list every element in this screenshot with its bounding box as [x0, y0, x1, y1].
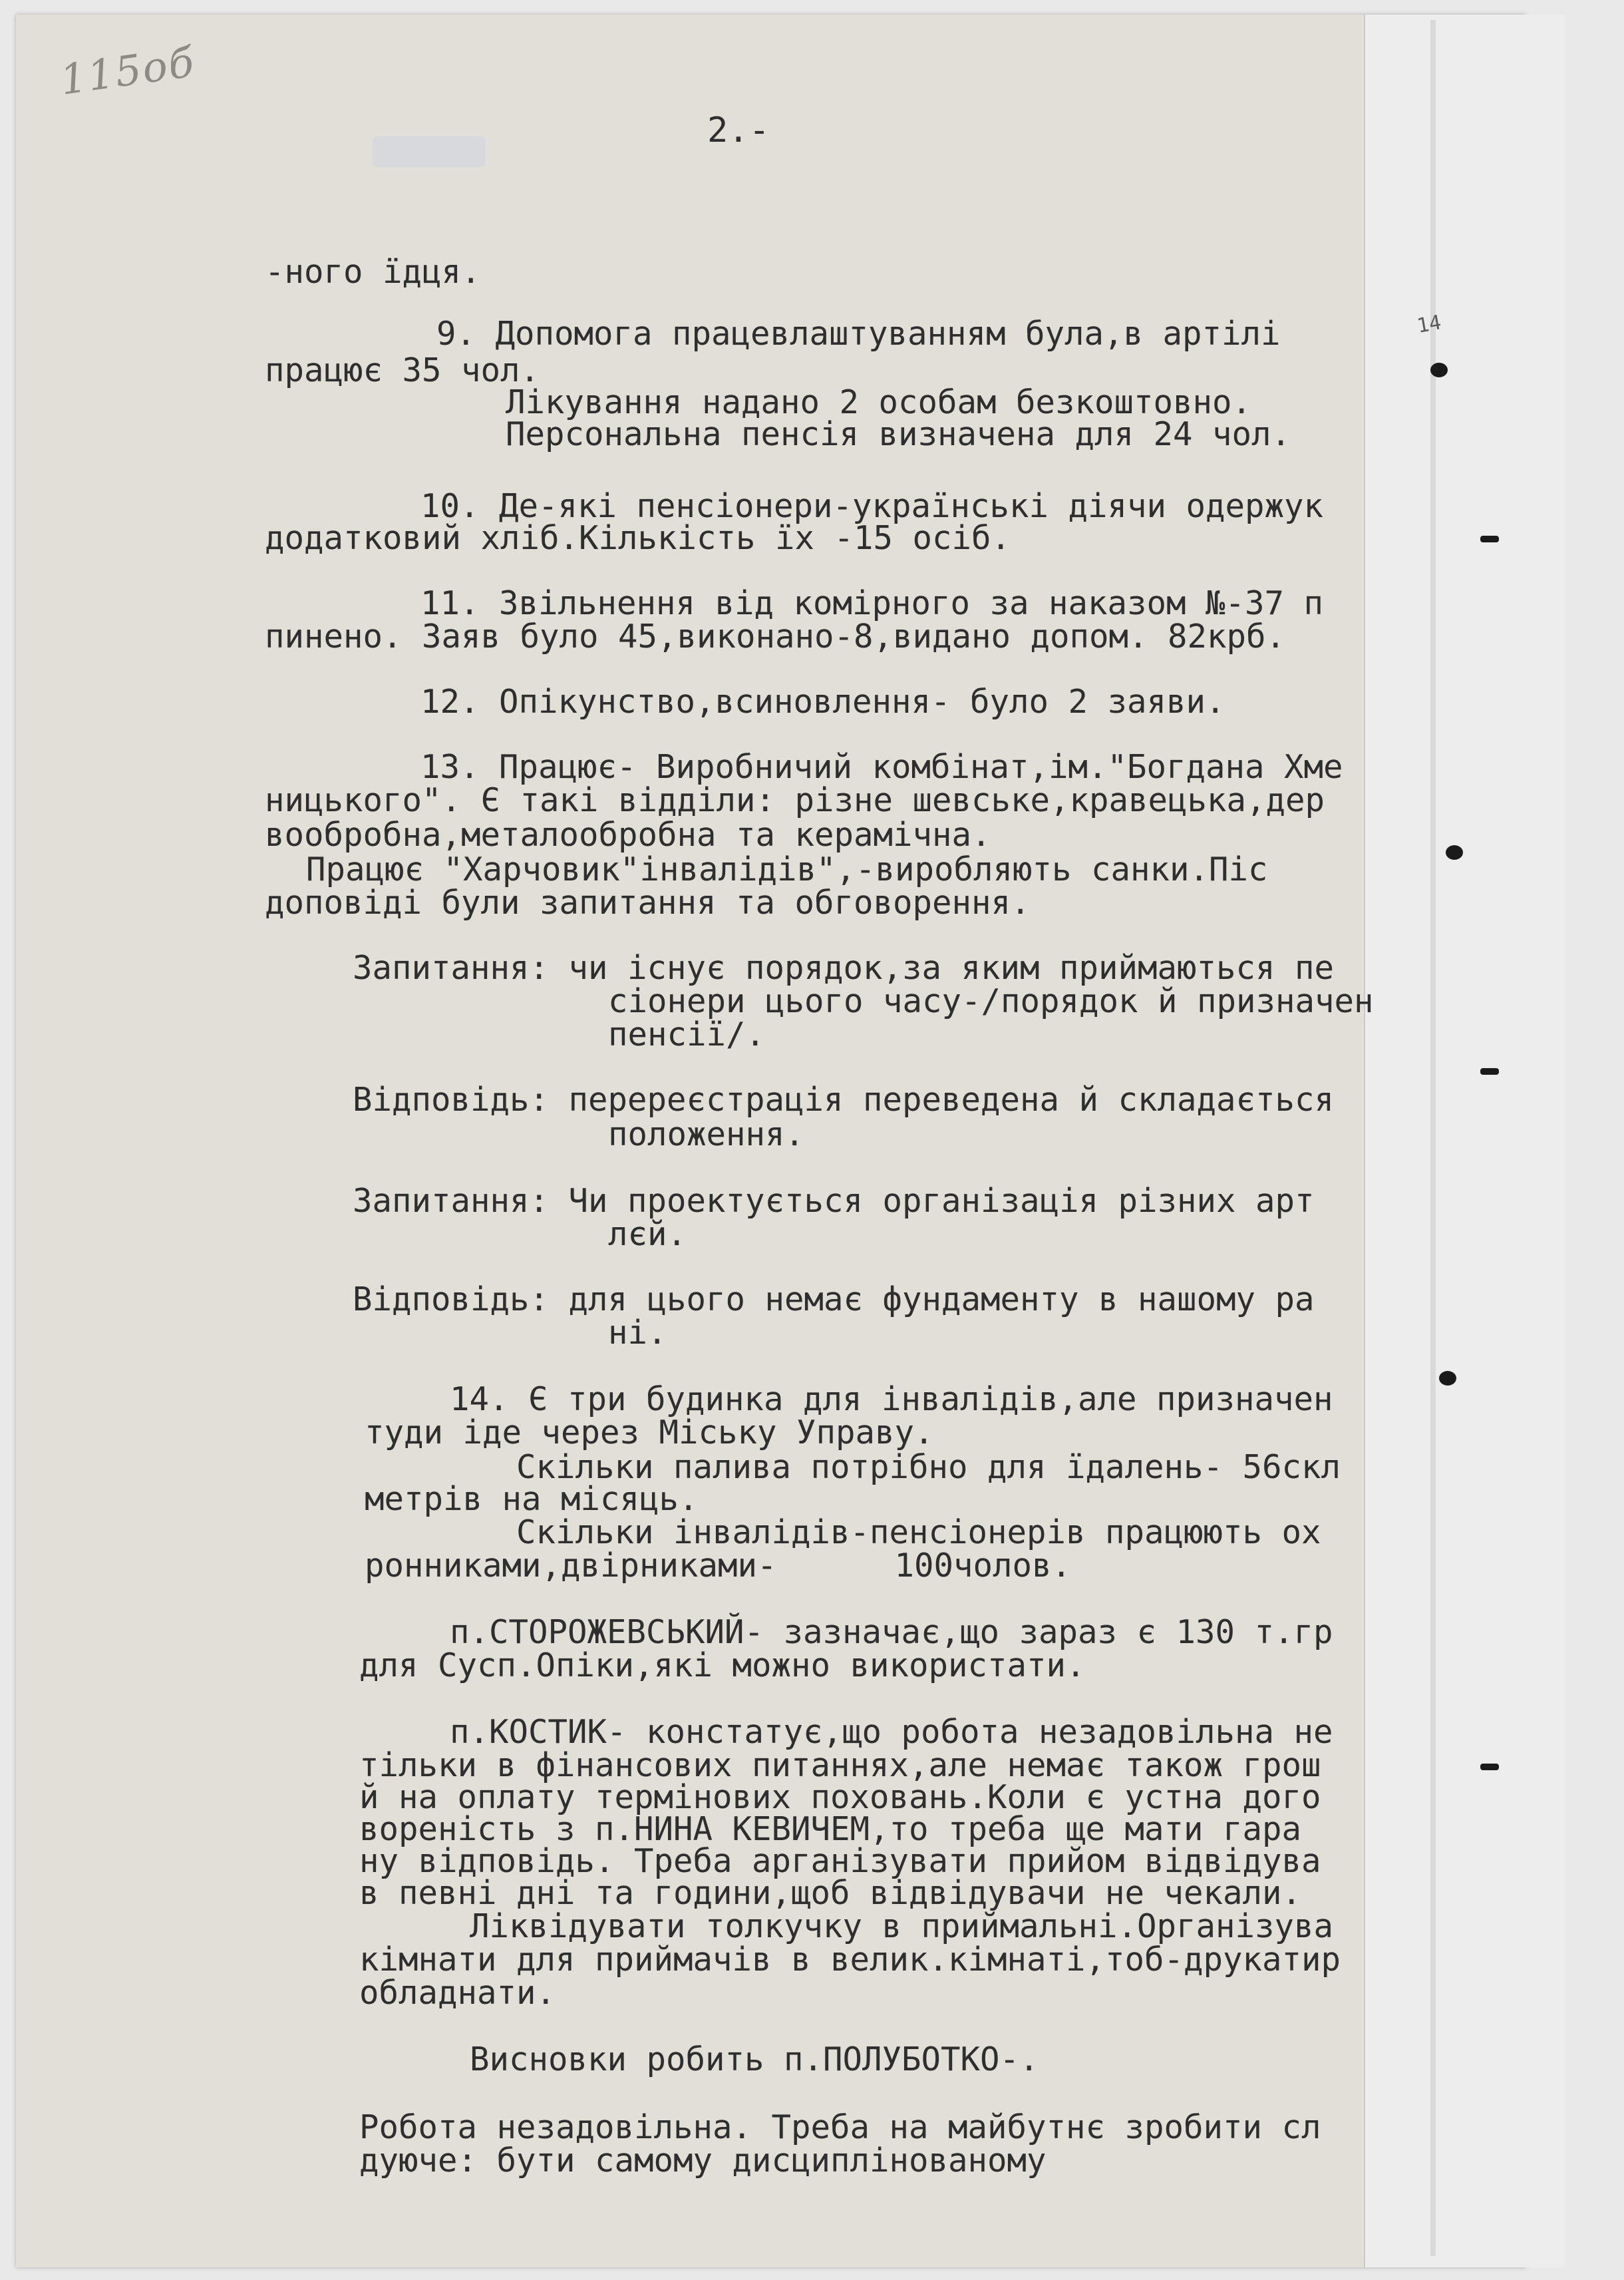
text-line: Ліквідувати толкучку в приймальні.Організува — [470, 1907, 1334, 1945]
text-line: 13. Працює- Виробничий комбінат,ім."Богдана Хме — [420, 748, 1343, 786]
text-line: й на оплату термінових поховань.Коли є устна дого — [359, 1778, 1321, 1816]
page-number: 2.- — [707, 110, 770, 150]
text-line: Робота незадовільна. Треба на майбутнє зробити сл — [359, 2108, 1321, 2146]
text-line: п.СТОРОЖЕВСЬКИЙ- зазначає,що зараз є 130 т.гр — [450, 1613, 1333, 1651]
text-line: Лікування надано 2 особам безкоштовно. — [506, 383, 1252, 421]
text-line: Висновки робить п.ПОЛУБОТКО-. — [470, 2040, 1039, 2078]
text-line: обладнати. — [359, 1974, 556, 2012]
text-line: метрів на місяць. — [365, 1480, 699, 1518]
text-line: Персональна пенсія визначена для 24 чол. — [506, 415, 1291, 453]
text-line: 12. Опікунство,всиновлення- було 2 заяви. — [420, 683, 1225, 721]
text-line: додатковий хліб.Кількість їх -15 осіб. — [265, 519, 1011, 557]
text-line: дуюче: бути самому дисциплінованому — [359, 2142, 1047, 2180]
folio-number: 115об — [57, 37, 198, 104]
text-line: працює 35 чол. — [265, 351, 540, 389]
text-line: вореність з п.НИНА КЕВИЧЕМ,то треба ще мати гара — [359, 1810, 1302, 1848]
text-line: Скільки інвалідів-пенсіонерів працюють ох — [516, 1513, 1321, 1551]
text-line: лєй. — [608, 1215, 687, 1253]
text-line: кімнати для приймачів в велик.кімнаті,тоб-друкатир — [359, 1941, 1341, 1979]
margin-note: 14 — [1415, 311, 1443, 338]
text-line: тільки в фінансових питаннях,але немає також грош — [359, 1746, 1321, 1784]
text-line: ницького". Є такі відділи: різне шевське,кравецька,дер — [265, 781, 1325, 819]
text-line: пинено. Заяв було 45,виконано-8,видано допом. 82крб. — [265, 618, 1286, 656]
text-line: ну відповідь. Треба арганізувати прийом відвідува — [359, 1842, 1321, 1880]
text-line: -ного їдця. — [265, 253, 481, 291]
text-line: 9. Допомога працевлаштуванням була,в артілі — [436, 315, 1281, 353]
text-line: положення. — [608, 1115, 805, 1153]
text-line: вообробна,металообробна та керамічна. — [265, 816, 991, 854]
text-line: 14. Є три будинка для інвалідів,але призначен — [450, 1380, 1333, 1418]
text-line: Запитання: Чи проектується організація різних арт — [353, 1182, 1315, 1220]
text-line: туди іде через Міську Управу. — [365, 1414, 934, 1451]
text-line: 11. Звільнення від комірного за наказом №-37 п — [420, 584, 1324, 622]
text-line: в певні дні та години,щоб відвідувачи не чекали. — [359, 1874, 1302, 1912]
text-line: Відповідь: для цього немає фундаменту в нашому ра — [353, 1280, 1315, 1318]
text-line: пенсії/. — [608, 1016, 766, 1053]
text-line: для Сусп.Опіки,які можно використати. — [359, 1646, 1086, 1684]
text-line: сіонери цього часу-/порядок й призначен — [608, 982, 1374, 1020]
text-line: Запитання: чи існує порядок,за яким приймаються пе — [353, 949, 1335, 987]
text-line: Скільки палива потрібно для їдалень- 56скл — [516, 1448, 1341, 1486]
text-line: Відповідь: перереєстрація переведена й складається — [353, 1081, 1335, 1119]
text-line: п.КОСТИК- констатує,що робота незадовільна не — [450, 1713, 1333, 1751]
text-line: ронниками,двірниками- 100чолов. — [365, 1547, 1072, 1585]
text-line: ні. — [608, 1314, 667, 1352]
text-line: Працює "Харчовик"інвалідів",-виробляють санки.Піс — [306, 851, 1268, 888]
text-line: 10. Де-які пенсіонери-українські діячи одержук — [420, 487, 1324, 525]
text-line: доповіді були запитання та обговорення. — [265, 884, 1031, 922]
